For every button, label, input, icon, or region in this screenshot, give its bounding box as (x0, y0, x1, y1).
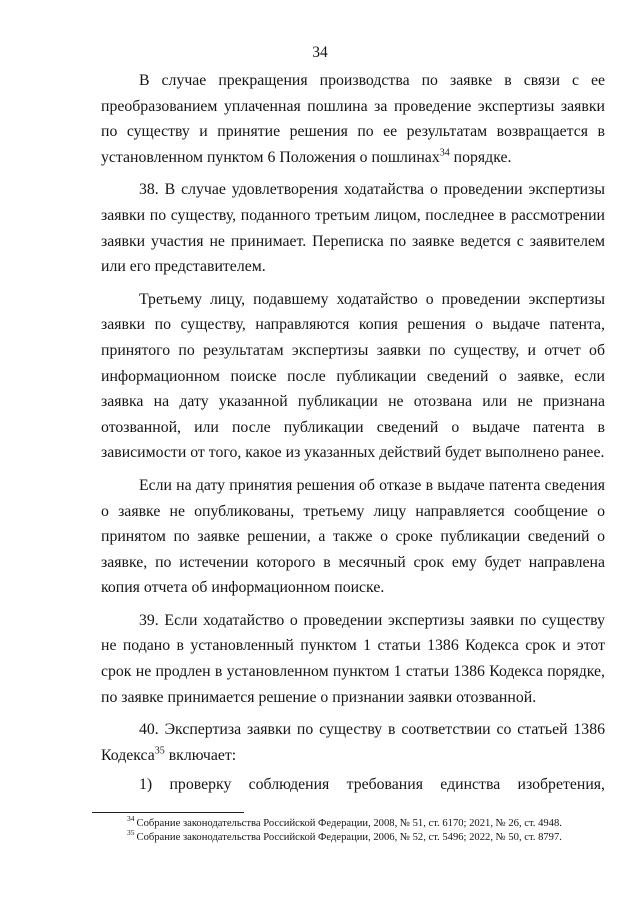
paragraph-item-40 (101, 717, 605, 768)
footnote-number: 35 (127, 828, 135, 838)
footnote-number: 34 (127, 814, 135, 824)
paragraph-item-38: 38. В случае удовлетворения ходатайства о проведении экспертизы заявки по существу, поданного третьим лицом, последнее в рассмотрении заявки участия не принимает. Переписка по заявке ведется с заявителем или его представителем. (101, 181, 605, 276)
footnote-text: Собрание законодательства Российской Федерации, 2008, № 51, ст. 6170; 2021, № 26, ст. 4948. (136, 818, 562, 829)
page-number: 34 (312, 44, 328, 61)
footnote-text: Собрание законодательства Российской Федерации, 2006, № 52, ст. 5496; 2022, № 50, ст. 8797. (136, 832, 562, 843)
paragraph-list-item-1: 1) проверку соблюдения требования единства изобретения, (139, 776, 605, 794)
footnote-35 (127, 828, 597, 845)
paragraph-third-party-copies: Третьему лицу, подавшему ходатайство о проведении экспертизы заявки по существу, направляются копия решения о выдаче патента, принятого по результатам экспертизы заявки по существу, и отчет об информационном поиске после публикации сведений о заявке, если заявка на дату указанной публикации не отозвана или не признана отозванной, или после публикации сведений о выдаче патента в зависимости от того, какое из указанных действий будет выполнено ранее. (101, 290, 605, 462)
paragraph-text: В случае прекращения производства по заявке в связи с ее преобразованием уплаченная пошлина за проведение экспертизы заявки по существу и принятие решения по ее результатам возвращается в установленном пунктом 6 Положения о пошлинах (101, 72, 605, 166)
footnote-divider (92, 812, 244, 813)
paragraph-item-39: 39. Если ходатайство о проведении экспертизы заявки по существу не подано в установленный пунктом 1 статьи 1386 Кодекса срок и этот срок не продлен в установленном пунктом 1 статьи 1386 Кодекса порядке, по заявке принимается решение о признании заявки отозванной. (101, 611, 605, 706)
paragraph-text: 40. Экспертиза заявки по существу в соответствии со статьей 1386 Кодекса (101, 721, 605, 764)
footnote-reference[interactable]: 34 (439, 147, 450, 159)
paragraph-refund-fee (101, 68, 605, 170)
footnotes (127, 814, 597, 845)
footnote-34 (127, 814, 597, 831)
footnote-reference[interactable]: 35 (154, 745, 165, 757)
document-body (101, 68, 605, 802)
paragraph-text: включает: (164, 746, 237, 764)
paragraph-refusal-notice: Если на дату принятия решения об отказе в выдаче патента сведения о заявке не опубликованы, третьему лицу направляется сообщение о принятом по заявке решении, а также о сроке публикации сведений о заявке, по истечении которого в месячный срок ему будет направлена копия отчета об информационном поиске. (101, 476, 605, 597)
paragraph-text: порядке. (449, 148, 512, 166)
